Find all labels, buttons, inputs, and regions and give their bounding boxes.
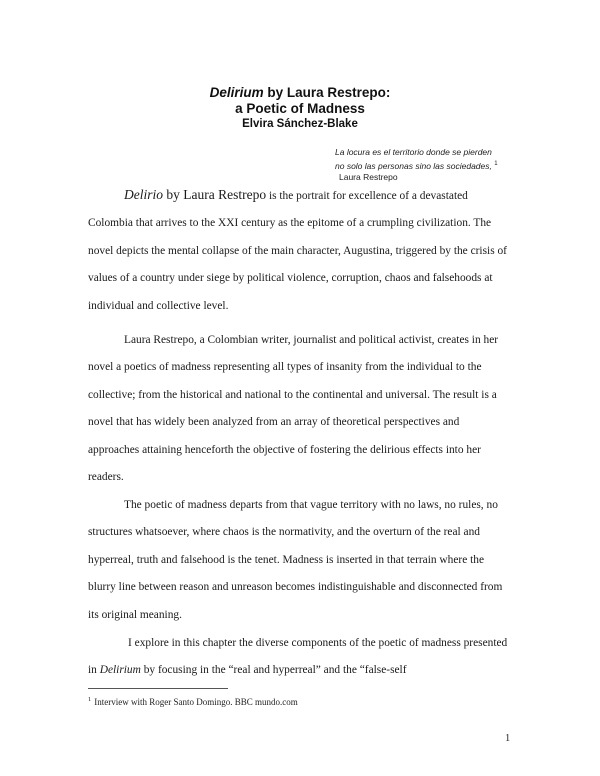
footnote-text: Interview with Roger Santo Domingo. BBC mundo.com [94,697,298,707]
p4-after: by focusing in the “real and hyperreal” and the “false-self [140,664,407,677]
body-paragraph-3 [88,492,512,629]
epigraph-line-2-text: no solo las personas sino las sociedades, [335,160,492,171]
epigraph-line-2 [335,159,575,172]
p1-lead-rest: by Laura Restrepo [163,187,267,202]
body-paragraph-1 [88,181,512,320]
p1-text: is the portrait for excellence of a devastated Colombia that arrives to the XXI century as the epitome of a crumpling civilization. The novel depicts the mental collapse of the main character, Augustina, triggered by the crisis of values of a country under siege by political violence, corruption, chaos and falsehoods at individual and collective level. [88,190,507,312]
p4-italic: Delirium [99,664,141,677]
footnote-divider [88,688,228,689]
footnote-mark: 1 [88,696,92,703]
title-italic: Delirium [209,85,264,100]
author-name: Elvira Sánchez-Blake [242,118,358,130]
body-paragraph-4 [88,630,518,685]
title-rest: by Laura Restrepo: [263,85,391,100]
p3-text: The poetic of madness departs from that vague territory with no laws, no rules, no structures whatsoever, where chaos is the normativity, and the overturn of the real and hyperreal, truth and falsehood is the tenet. Madness is inserted in that terrain where the blurry line between reason and unreason becomes indistinguishable and disconnected from its original meaning. [88,499,503,621]
footnote [88,694,298,708]
epigraph-line-1: La locura es el territorio donde se pierden [335,147,492,157]
title-block [0,85,600,131]
body-paragraph-2 [88,327,512,491]
page-subtitle: a Poetic of Madness [235,101,365,116]
epigraph [335,147,575,183]
p1-lead-italic: Delirio [124,187,163,202]
epigraph-footnote-mark: 1 [494,160,498,167]
p4-before: I explore in this chapter the diverse components of the poetic of madness presented in [88,637,508,677]
p2-text: Laura Restrepo, a Colombian writer, journalist and political activist, creates in her novel a poetics of madness representing all types of insanity from the individual to the collective; from the historical and national to the continental and universal. The result is a novel that has widely been analyzed from an array of theoretical perspectives and approaches attaining henceforth the objective of fostering the delirious effects into her readers. [88,334,499,484]
page-number: 1 [505,733,511,744]
page-title [0,85,600,101]
epigraph-attribution: Laura Restrepo [339,171,398,182]
